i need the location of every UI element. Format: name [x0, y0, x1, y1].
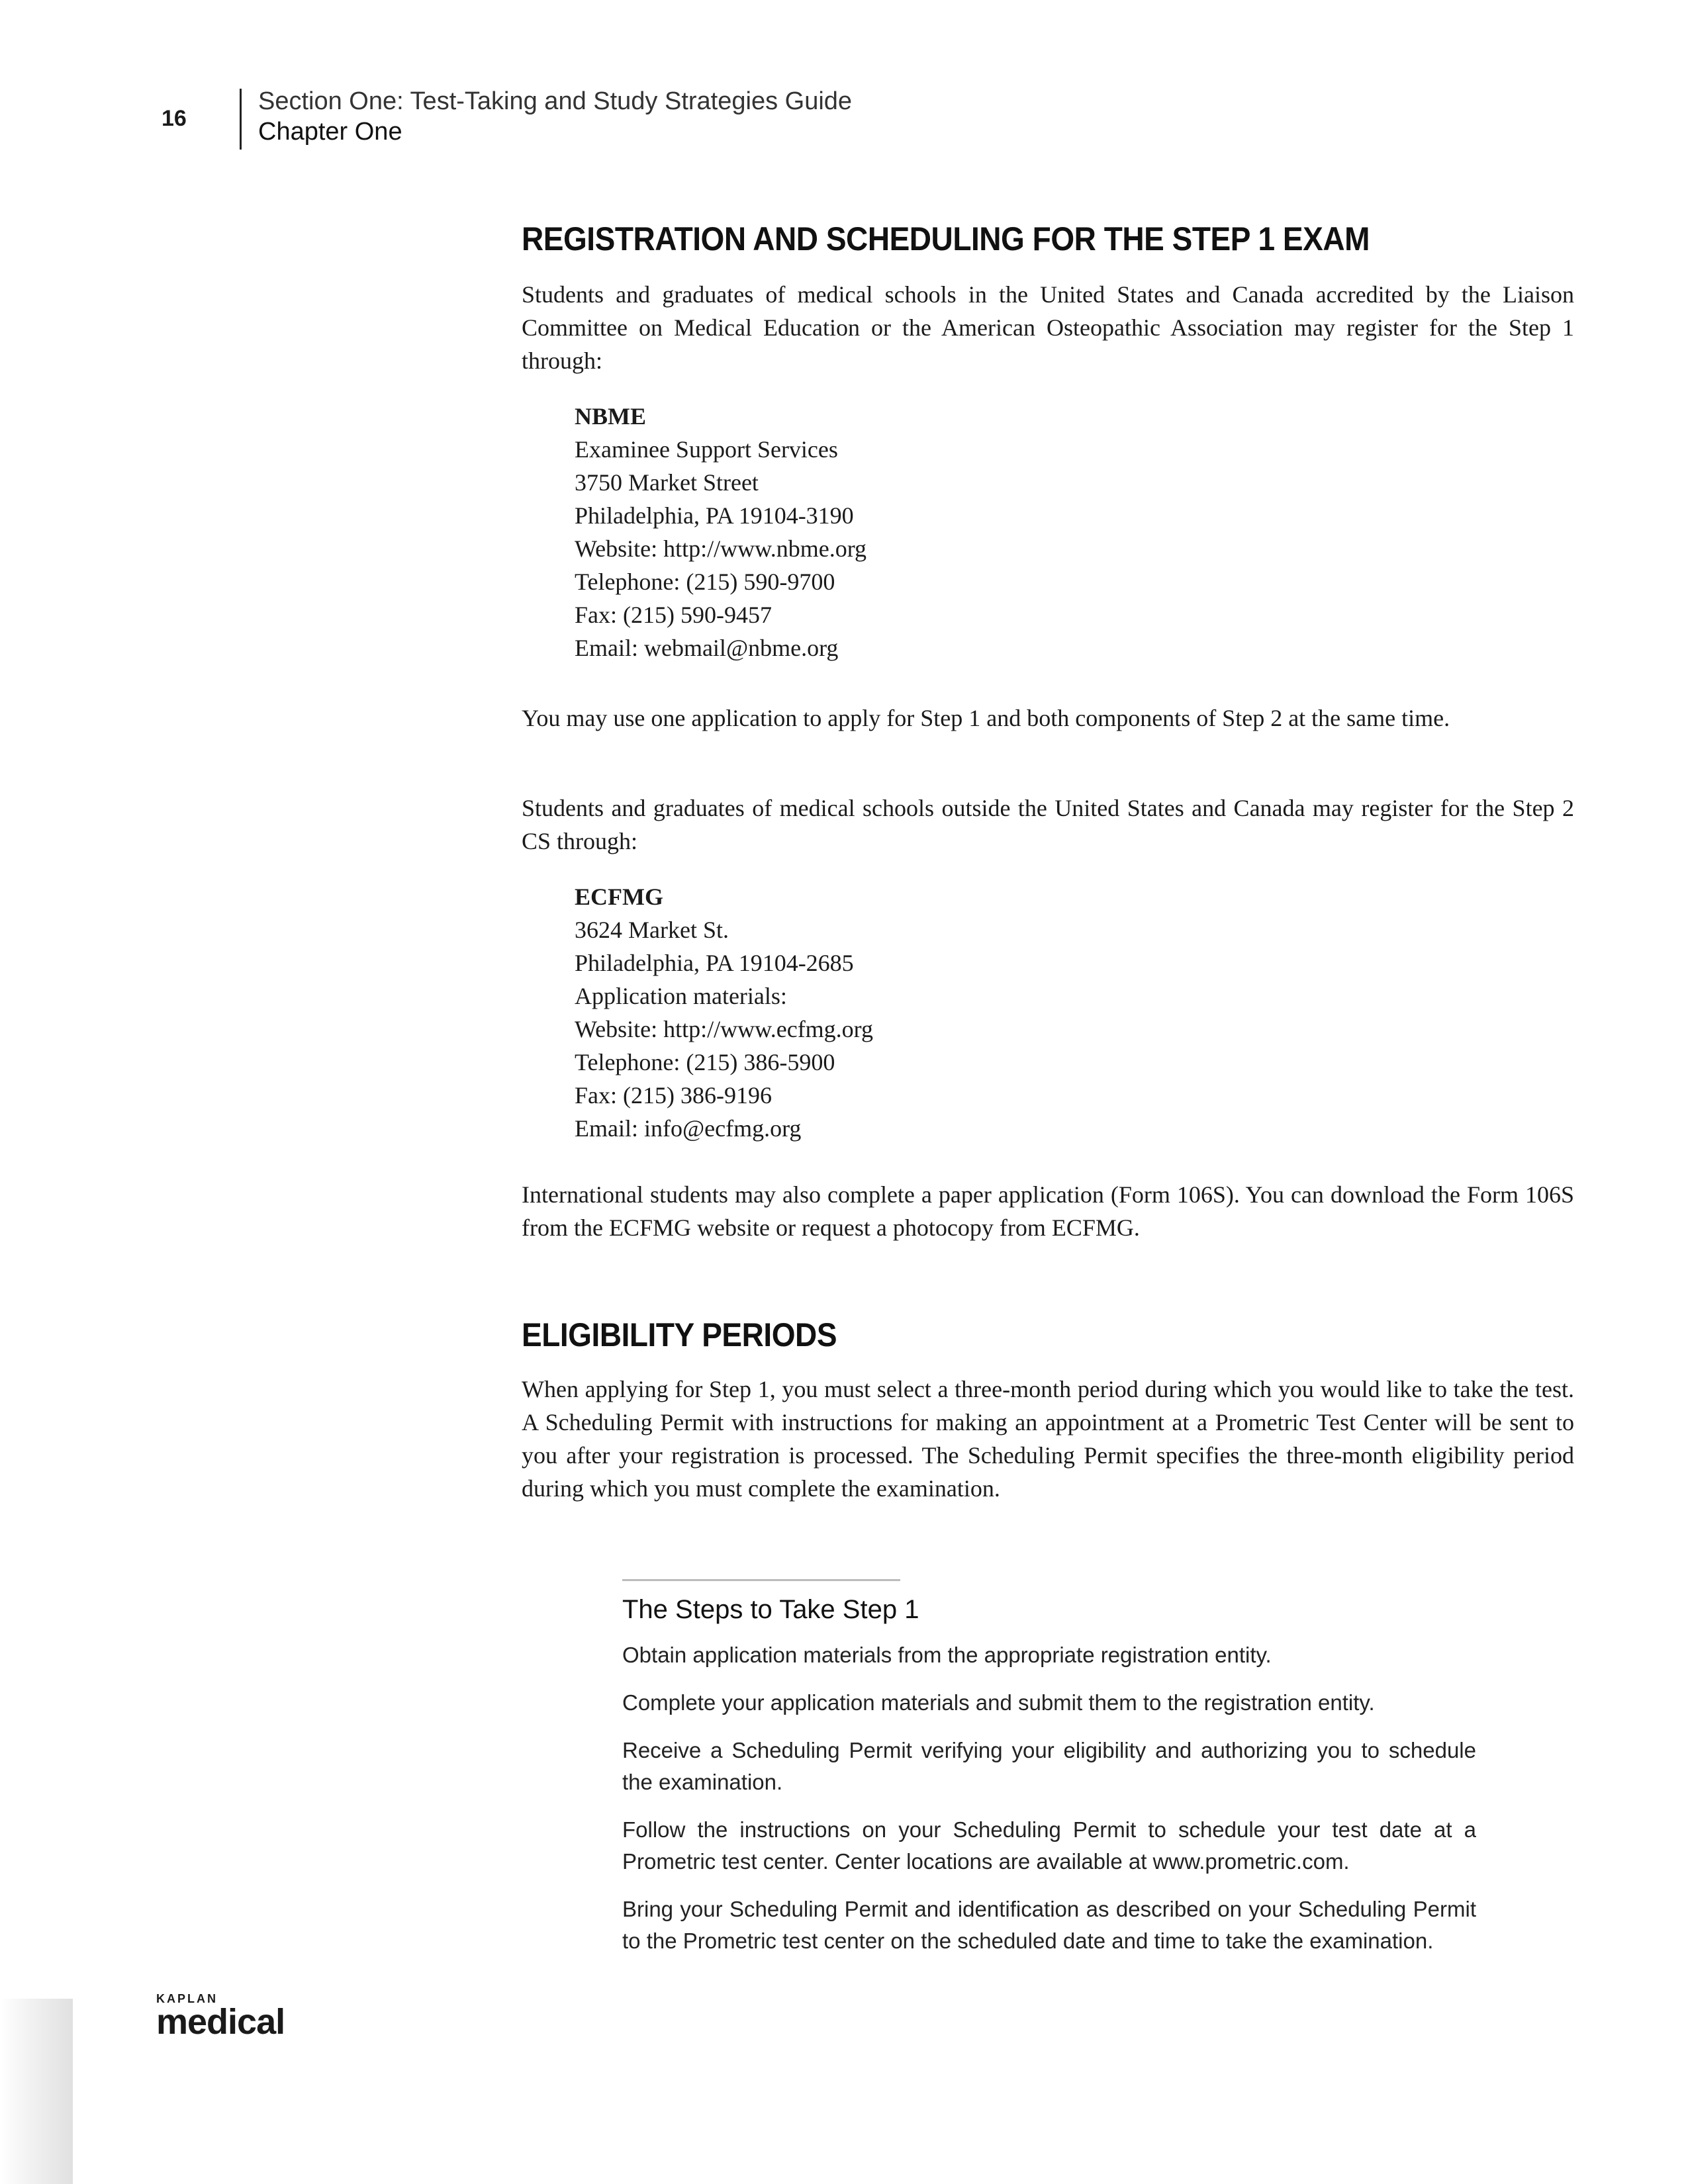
ecfmg-line: Philadelphia, PA 19104-2685 — [575, 950, 854, 976]
one-application-block — [522, 702, 1574, 735]
step-item: Receive a Scheduling Permit verifying your eligibility and authorizing you to schedule the examination. — [622, 1738, 1476, 1794]
ecfmg-telephone: Telephone: (215) 386-5900 — [575, 1049, 835, 1075]
eligibility-heading: ELIGIBILITY PERIODS — [522, 1316, 837, 1353]
eligibility-heading-block — [522, 1316, 1574, 1354]
ecfmg-address — [575, 880, 873, 1145]
header-divider — [240, 89, 242, 150]
logo-product: medical — [156, 2002, 285, 2042]
running-header-section: Section One: Test-Taking and Study Strategies Guide — [258, 87, 853, 115]
step-item: Obtain application materials from the appropriate registration entity. — [622, 1643, 1272, 1667]
ecfmg-fax: Fax: (215) 386-9196 — [575, 1082, 772, 1109]
ecfmg-email: Email: info@ecfmg.org — [575, 1115, 802, 1142]
nbme-line: Philadelphia, PA 19104-3190 — [575, 502, 854, 529]
logo-brand: KAPLAN — [156, 1992, 218, 2005]
nbme-telephone: Telephone: (215) 590-9700 — [575, 569, 835, 595]
nbme-fax: Fax: (215) 590-9457 — [575, 602, 772, 628]
ecfmg-line: Application materials: — [575, 983, 787, 1009]
registration-intro-block — [522, 278, 1574, 377]
registration-heading: REGISTRATION AND SCHEDULING FOR THE STEP 1 EXAM — [522, 220, 1370, 257]
ecfmg-website: Website: http://www.ecfmg.org — [575, 1016, 874, 1042]
outside-block — [522, 792, 1574, 858]
step-item: Follow the instructions on your Scheduling Permit to schedule your test date at a Prometric test center. Center locations are available at www.prometric.com. — [622, 1817, 1476, 1874]
nbme-address — [575, 400, 867, 664]
scan-shadow — [0, 1999, 73, 2184]
outside-paragraph: Students and graduates of medical schools outside the United States and Canada may register for the Step 2 CS through: — [522, 795, 1574, 854]
international-block — [522, 1178, 1574, 1244]
ecfmg-line: 3624 Market St. — [575, 917, 729, 943]
kaplan-medical-logo — [156, 1992, 285, 2042]
nbme-website: Website: http://www.nbme.org — [575, 535, 867, 562]
step-item: Complete your application materials and submit them to the registration entity. — [622, 1690, 1375, 1715]
ecfmg-org-name: ECFMG — [575, 884, 663, 910]
steps-box-title: The Steps to Take Step 1 — [622, 1595, 919, 1624]
step-item: Bring your Scheduling Permit and identification as described on your Scheduling Permit to the Prometric test center on the scheduled date and time to take the examination. — [622, 1897, 1476, 1953]
steps-box-rule — [622, 1579, 900, 1581]
nbme-org-name: NBME — [575, 403, 646, 430]
nbme-line: Examinee Support Services — [575, 436, 838, 463]
eligibility-text-block — [522, 1373, 1574, 1505]
registration-intro: Students and graduates of medical schools in the United States and Canada accredited by the Liaison Committee on Medical Education or the American Osteopathic Association may register for the Step 1 through: — [522, 281, 1574, 374]
international-paragraph: International students may also complete a paper application (Form 106S). You can download the Form 106S from the ECFMG website or request a photocopy from ECFMG. — [522, 1181, 1574, 1241]
steps-box — [622, 1595, 1476, 1973]
registration-heading-block — [522, 220, 1574, 258]
running-header-chapter: Chapter One — [258, 118, 402, 146]
nbme-email: Email: webmail@nbme.org — [575, 635, 839, 661]
one-application-paragraph: You may use one application to apply for Step 1 and both components of Step 2 at the same time. — [522, 705, 1450, 731]
eligibility-paragraph: When applying for Step 1, you must select a three-month period during which you would like to take the test. A Scheduling Permit with instructions for making an appointment at a Prometric Test Center will be sent to you after your registration is processed. The Scheduling Permit specifies the three-month eligibility period during which you must complete the examination. — [522, 1376, 1574, 1502]
nbme-line: 3750 Market Street — [575, 469, 759, 496]
page-number: 16 — [162, 106, 187, 131]
